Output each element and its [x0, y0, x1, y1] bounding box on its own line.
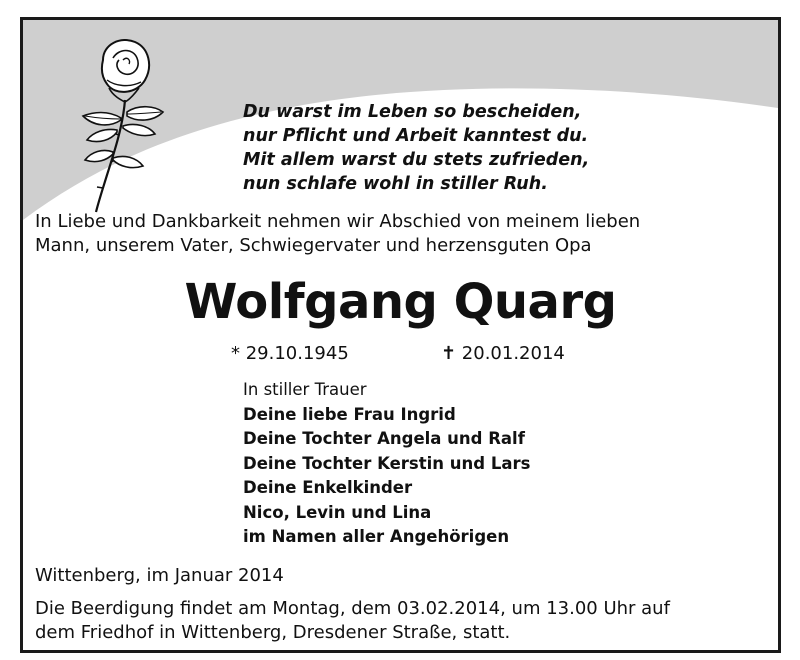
rose-icon [63, 30, 173, 215]
birth-date: * 29.10.1945 [231, 343, 349, 364]
mourner-line: Deine Tochter Kerstin und Lars [243, 453, 531, 473]
mourner-line: Deine Tochter Angela und Ralf [243, 429, 525, 448]
mourner-line: im Namen aller Angehörigen [243, 527, 510, 546]
mourners-lead: In stiller Trauer [243, 380, 367, 399]
poem-line: nun schlafe wohl in stiller Ruh. [243, 174, 548, 194]
obituary-card [20, 17, 781, 653]
mourner-line: Nico, Levin und Lina [243, 502, 432, 522]
intro-line: Mann, unserem Vater, Schwiegervater und herzensguten Opa [35, 235, 592, 256]
poem-line: nur Pflicht und Arbeit kanntest du. [243, 126, 589, 146]
death-date: ✝ 20.01.2014 [441, 343, 565, 364]
mourners-block [243, 378, 530, 550]
poem [243, 100, 589, 196]
funeral-line: dem Friedhof in Wittenberg, Dresdener Straße, statt. [35, 622, 511, 643]
place-date: Wittenberg, im Januar 2014 [35, 565, 284, 586]
intro-line: In Liebe und Dankbarkeit nehmen wir Abschied von meinem lieben [35, 211, 641, 232]
funeral-notice [35, 597, 670, 645]
mourner-line: Deine Enkelkinder [243, 478, 413, 497]
poem-line: Mit allem warst du stets zufrieden, [243, 150, 590, 170]
mourner-line: Deine liebe Frau Ingrid [243, 404, 456, 424]
funeral-line: Die Beerdigung findet am Montag, dem 03.02.2014, um 13.00 Uhr auf [35, 598, 670, 619]
deceased-name: Wolfgang Quarg [184, 274, 617, 330]
poem-line: Du warst im Leben so bescheiden, [243, 102, 582, 122]
intro-text [35, 210, 640, 258]
